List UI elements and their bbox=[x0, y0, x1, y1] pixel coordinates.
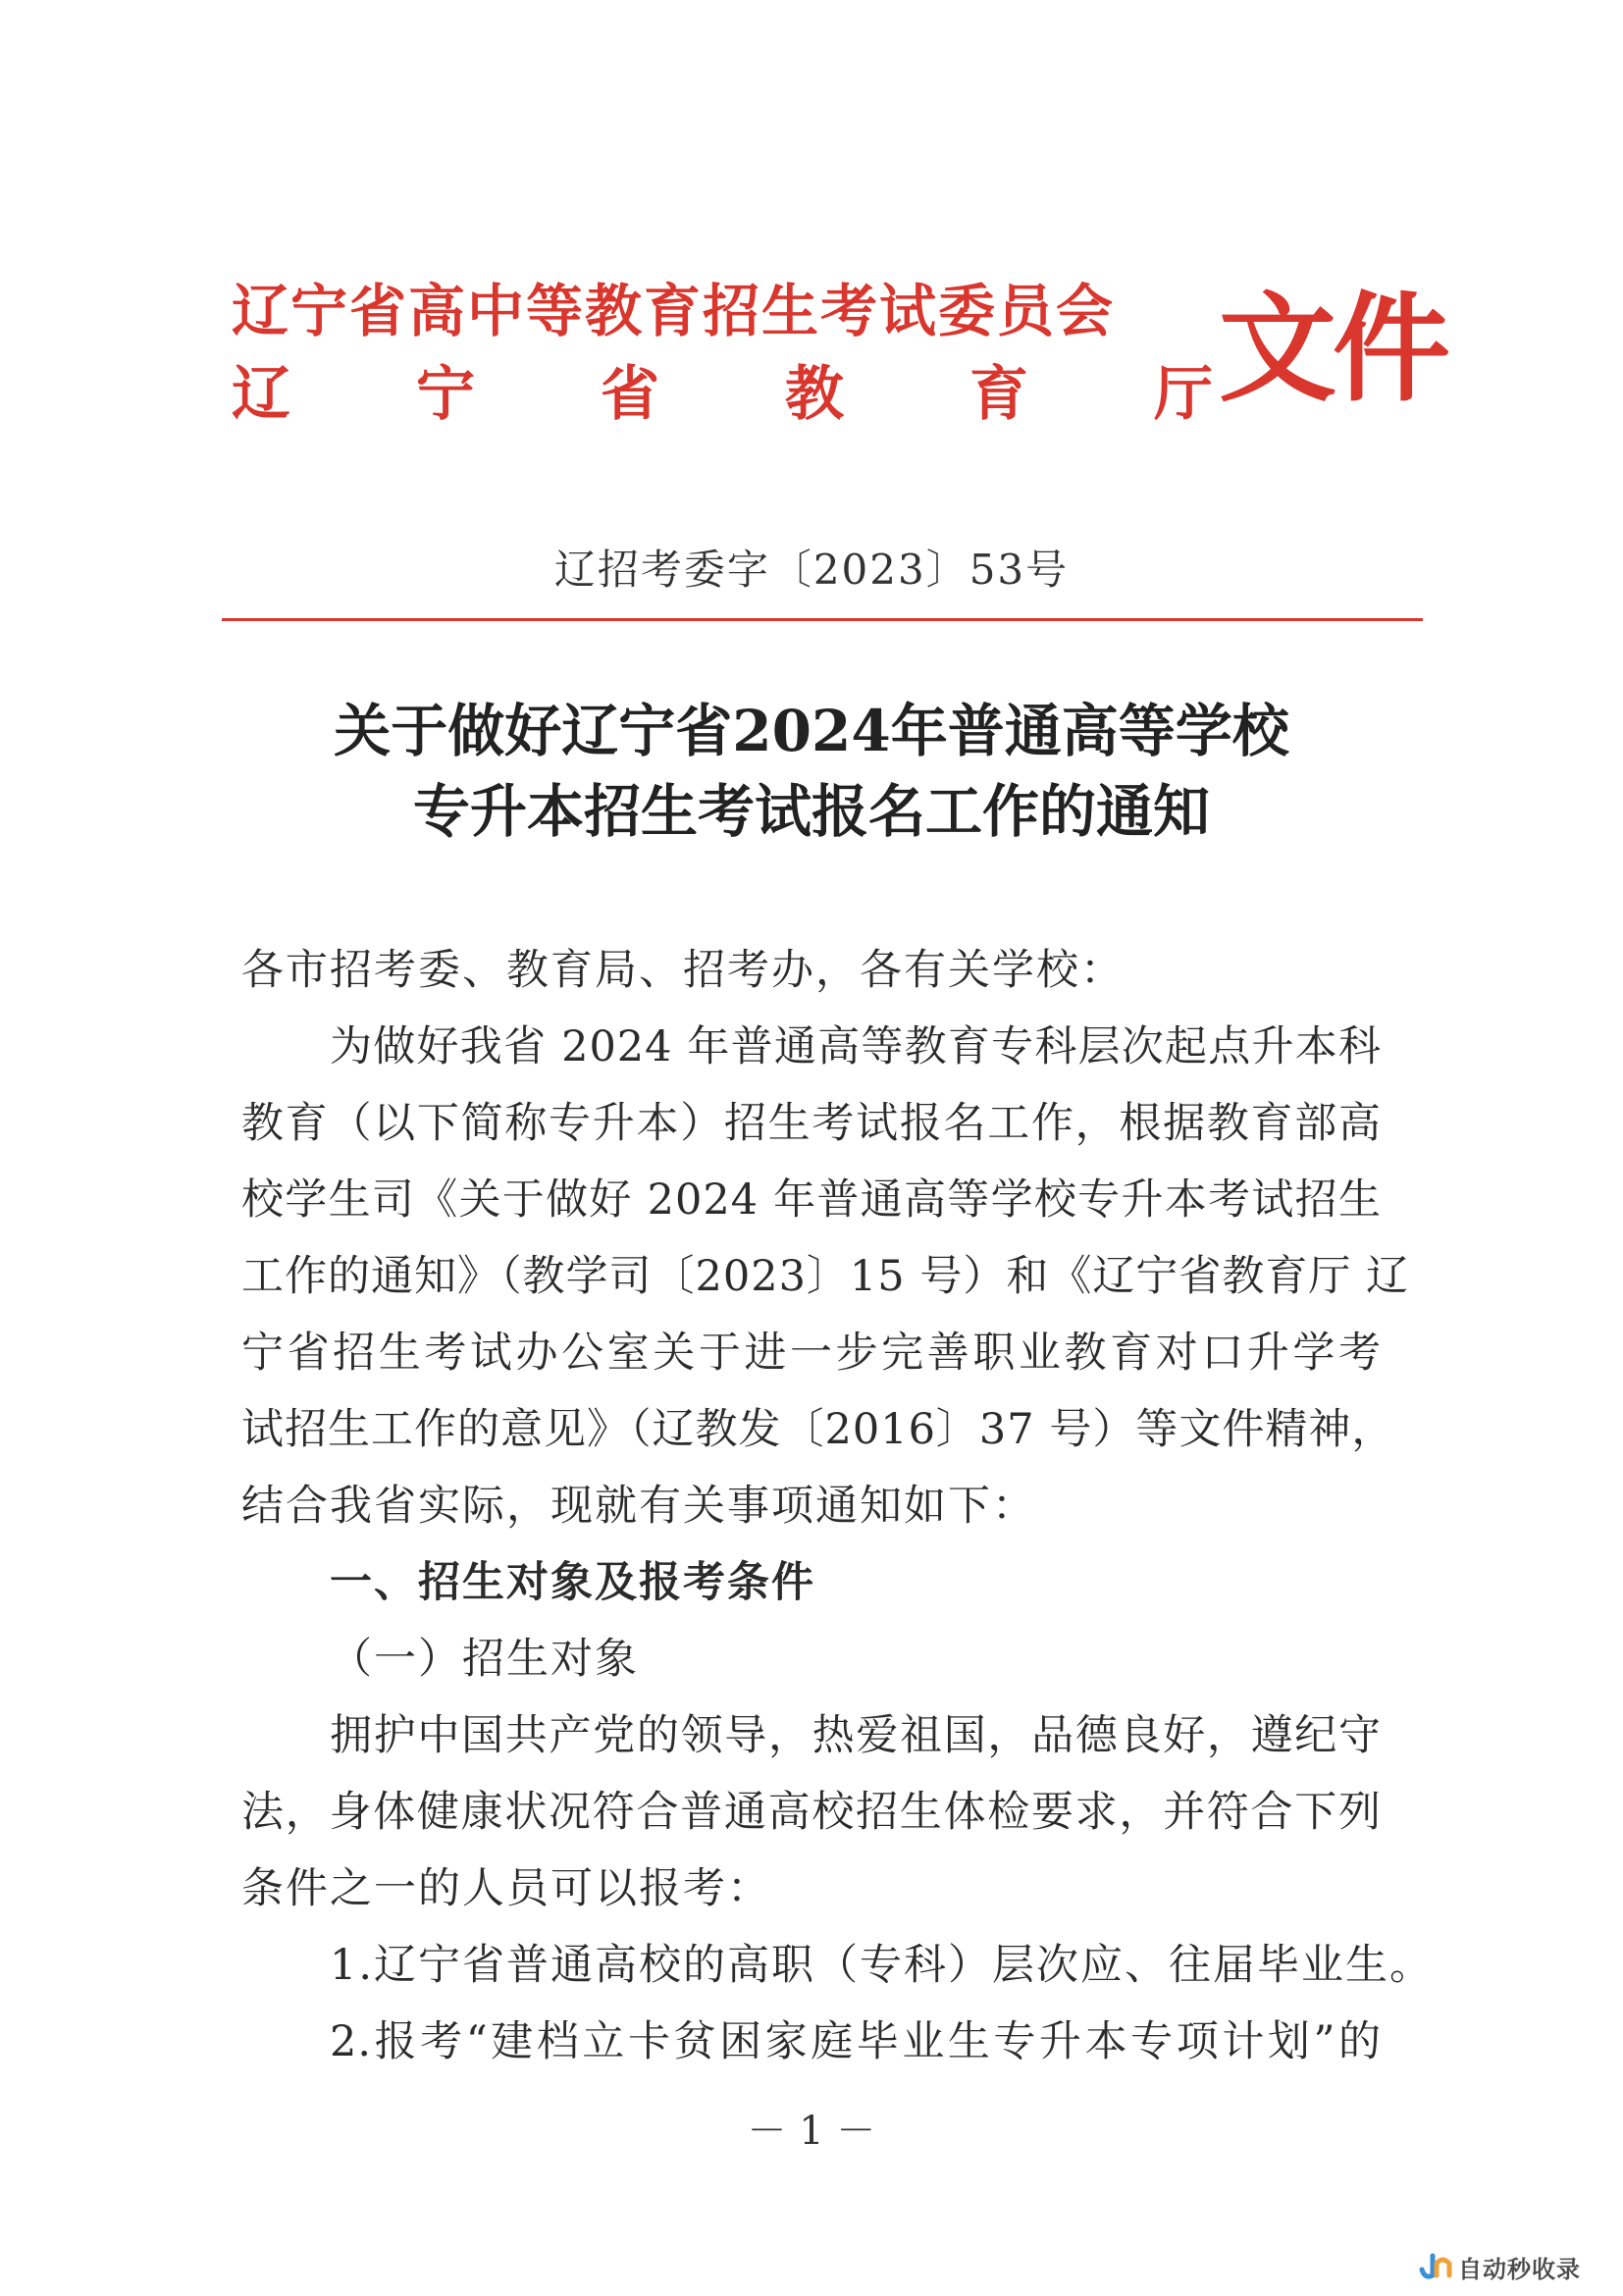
intro-line: 工作的通知》（教学司〔2023〕15 号）和《辽宁省教育厅 辽 bbox=[241, 1252, 1409, 1301]
subsection-heading: （一）招生对象 bbox=[330, 1635, 639, 1684]
subsection-line: 条件之一的人员可以报考： bbox=[241, 1864, 771, 1913]
subsection-line: 法，身体健康状况符合普通高校招生体检要求，并符合下列 bbox=[241, 1788, 1382, 1837]
intro-line: 结合我省实际，现就有关事项通知如下： bbox=[241, 1482, 1036, 1531]
page-number: － 1 － bbox=[747, 2109, 876, 2154]
issuer-line-2-char: 宁 bbox=[416, 360, 475, 429]
intro-line: 校学生司《关于做好 2024 年普通高等学校专升本考试招生 bbox=[241, 1175, 1382, 1225]
list-item: 2.报考“建档立卡贫困家庭毕业生专升本专项计划”的 bbox=[330, 2017, 1382, 2066]
title-line-1: 关于做好辽宁省2024年普通高等学校 bbox=[334, 698, 1289, 764]
issuer-line-1: 辽宁省高中等教育招生考试委员会 bbox=[232, 278, 1116, 344]
list-item: 1.辽宁省普通高校的高职（专科）层次应、往届毕业生。 bbox=[330, 1941, 1435, 1990]
intro-line: 宁省招生考试办公室关于进一步完善职业教育对口升学考 bbox=[241, 1329, 1382, 1378]
section-heading: 一、招生对象及报考条件 bbox=[330, 1558, 815, 1607]
salutation: 各市招考委、教育局、招考办，各有关学校： bbox=[241, 946, 1125, 995]
issuer-line-2-char: 辽 bbox=[232, 360, 290, 429]
watermark-glyph-icon bbox=[1419, 2252, 1452, 2281]
issuer-line-2 bbox=[232, 360, 1213, 429]
intro-line: 试招生工作的意见》（辽教发〔2016〕37 号）等文件精神， bbox=[241, 1405, 1395, 1454]
subsection-line: 拥护中国共产党的领导，热爱祖国，品德良好，遵纪守 bbox=[330, 1711, 1382, 1760]
intro-line: 教育（以下简称专升本）招生考试报名工作，根据教育部高 bbox=[241, 1099, 1382, 1148]
document-number: 辽招考委字〔2023〕53号 bbox=[553, 546, 1070, 594]
watermark-logo bbox=[1419, 2245, 1611, 2288]
red-divider bbox=[222, 618, 1423, 621]
file-label: 文件 bbox=[1219, 280, 1446, 418]
issuer-line-2-char: 教 bbox=[785, 360, 844, 429]
issuer-line-2-char: 育 bbox=[969, 360, 1028, 429]
intro-line: 为做好我省 2024 年普通高等教育专科层次起点升本科 bbox=[330, 1022, 1382, 1071]
issuer-line-2-char: 省 bbox=[601, 360, 659, 429]
title-line-2: 专升本招生考试报名工作的通知 bbox=[412, 778, 1210, 845]
issuer-line-2-char: 厅 bbox=[1154, 360, 1213, 429]
watermark-text: 自动秒收录 bbox=[1458, 2255, 1581, 2283]
